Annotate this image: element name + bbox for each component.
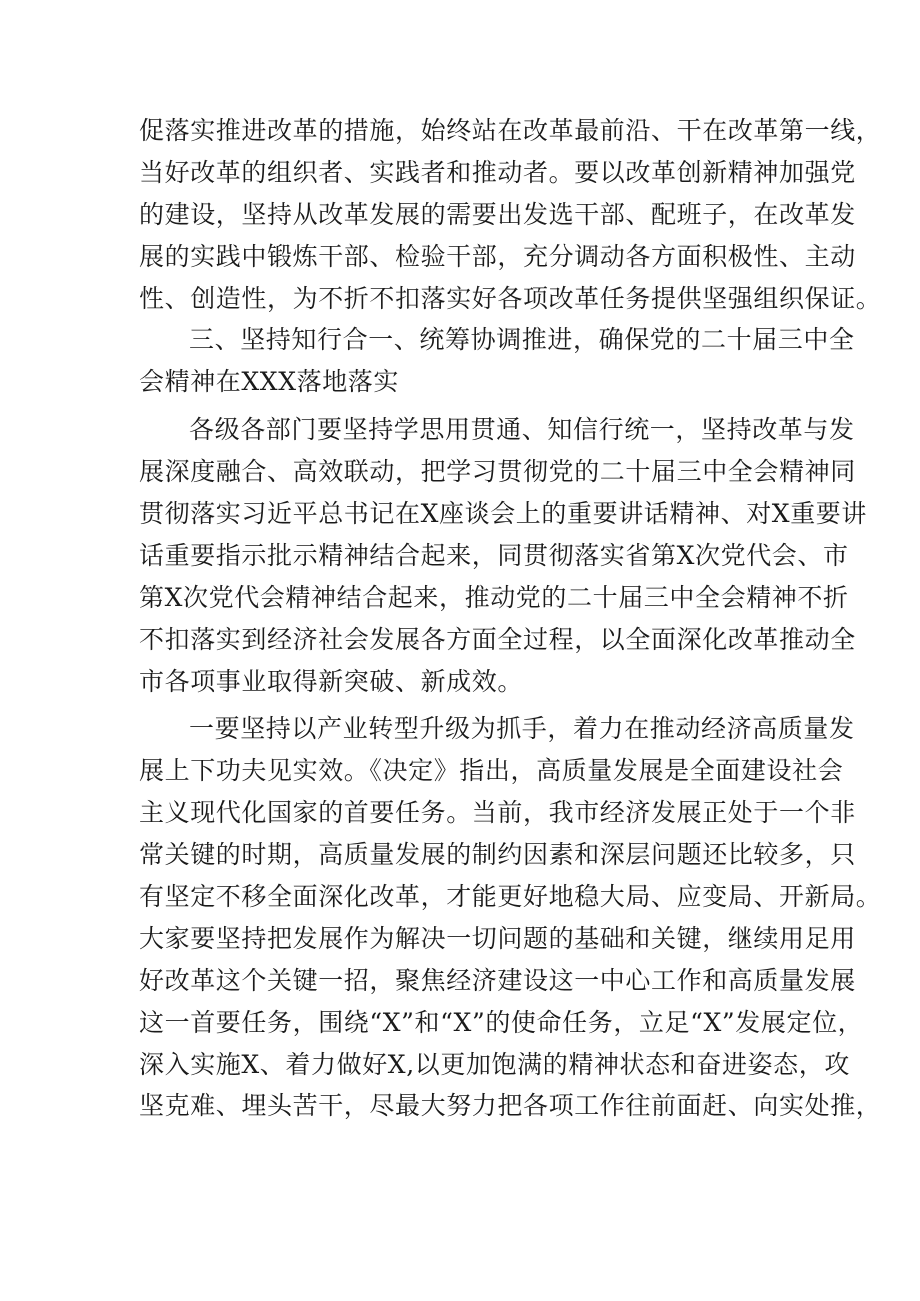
- text-line: 不扣落实到经济社会发展各方面全过程，以全面深化改革推动全: [139, 624, 856, 654]
- text-line: 话重要指示批示精神结合起来，同贯彻落实省第X次党代会、市: [139, 540, 849, 570]
- text-line: 市各项事业取得新突破、新成效。: [139, 666, 524, 696]
- section-heading-3: [139, 319, 855, 403]
- text-line: 主义现代化国家的首要任务。当前，我市经济发展正处于一个非: [139, 798, 856, 828]
- paragraph-1: [139, 110, 882, 319]
- text-line: 促落实推进改革的措施，始终站在改革最前沿、干在改革第一线，: [139, 116, 882, 145]
- text-line: 展的实践中锻炼干部、检验干部，充分调动各方面积极性、主动: [139, 241, 856, 271]
- text-line: 的建设，坚持从改革发展的需要出发选干部、配班子，在改革发: [139, 199, 856, 229]
- heading-line: 会精神在XXX落地落实: [139, 367, 399, 397]
- text-line: 当好改革的组织者、实践者和推动者。要以改革创新精神加强党: [139, 157, 856, 187]
- heading-line: 三、坚持知行合一、统筹协调推进，确保党的二十届三中全: [189, 325, 855, 355]
- text-line: 大家要坚持把发展作为解决一切问题的基础和关键，继续用足用: [139, 923, 856, 953]
- text-line: 好改革这个关键一招，聚焦经济建设这一中心工作和高质量发展: [139, 965, 856, 995]
- text-line: 有坚定不移全面深化改革，才能更好地稳大局、应变局、开新局。: [139, 882, 882, 912]
- text-line: 展上下功夫见实效。《决定》指出，高质量发展是全面建设社会: [139, 756, 844, 786]
- paragraph-3: [139, 708, 882, 1127]
- document-body: [139, 110, 882, 1127]
- text-line: 第X次党代会精神结合起来，推动党的二十届三中全会精神不折: [139, 582, 849, 612]
- text-line: 一要坚持以产业转型升级为抓手，着力在推动经济高质量发: [189, 714, 855, 744]
- text-line: 这一首要任务，围绕“X”和“X”的使命任务，立足“X”发展定位，: [139, 1007, 864, 1037]
- text-line: 性、创造性，为不折不扣落实好各项改革任务提供坚强组织保证。: [139, 283, 882, 313]
- text-line: 贯彻落实习近平总书记在X座谈会上的重要讲话精神、对X重要讲: [139, 499, 867, 529]
- text-line: 常关键的时期，高质量发展的制约因素和深层问题还比较多，只: [139, 840, 856, 870]
- paragraph-2: [139, 409, 867, 702]
- text-line: 深入实施X、着力做好X,以更加饱满的精神状态和奋进姿态，攻: [139, 1049, 850, 1079]
- text-line: 坚克难、埋头苦干，尽最大努力把各项工作往前面赶、向实处推，: [139, 1091, 882, 1121]
- text-line: 展深度融合、高效联动，把学习贯彻党的二十届三中全会精神同: [139, 457, 856, 487]
- text-line: 各级各部门要坚持学思用贯通、知信行统一，坚持改革与发: [189, 415, 855, 445]
